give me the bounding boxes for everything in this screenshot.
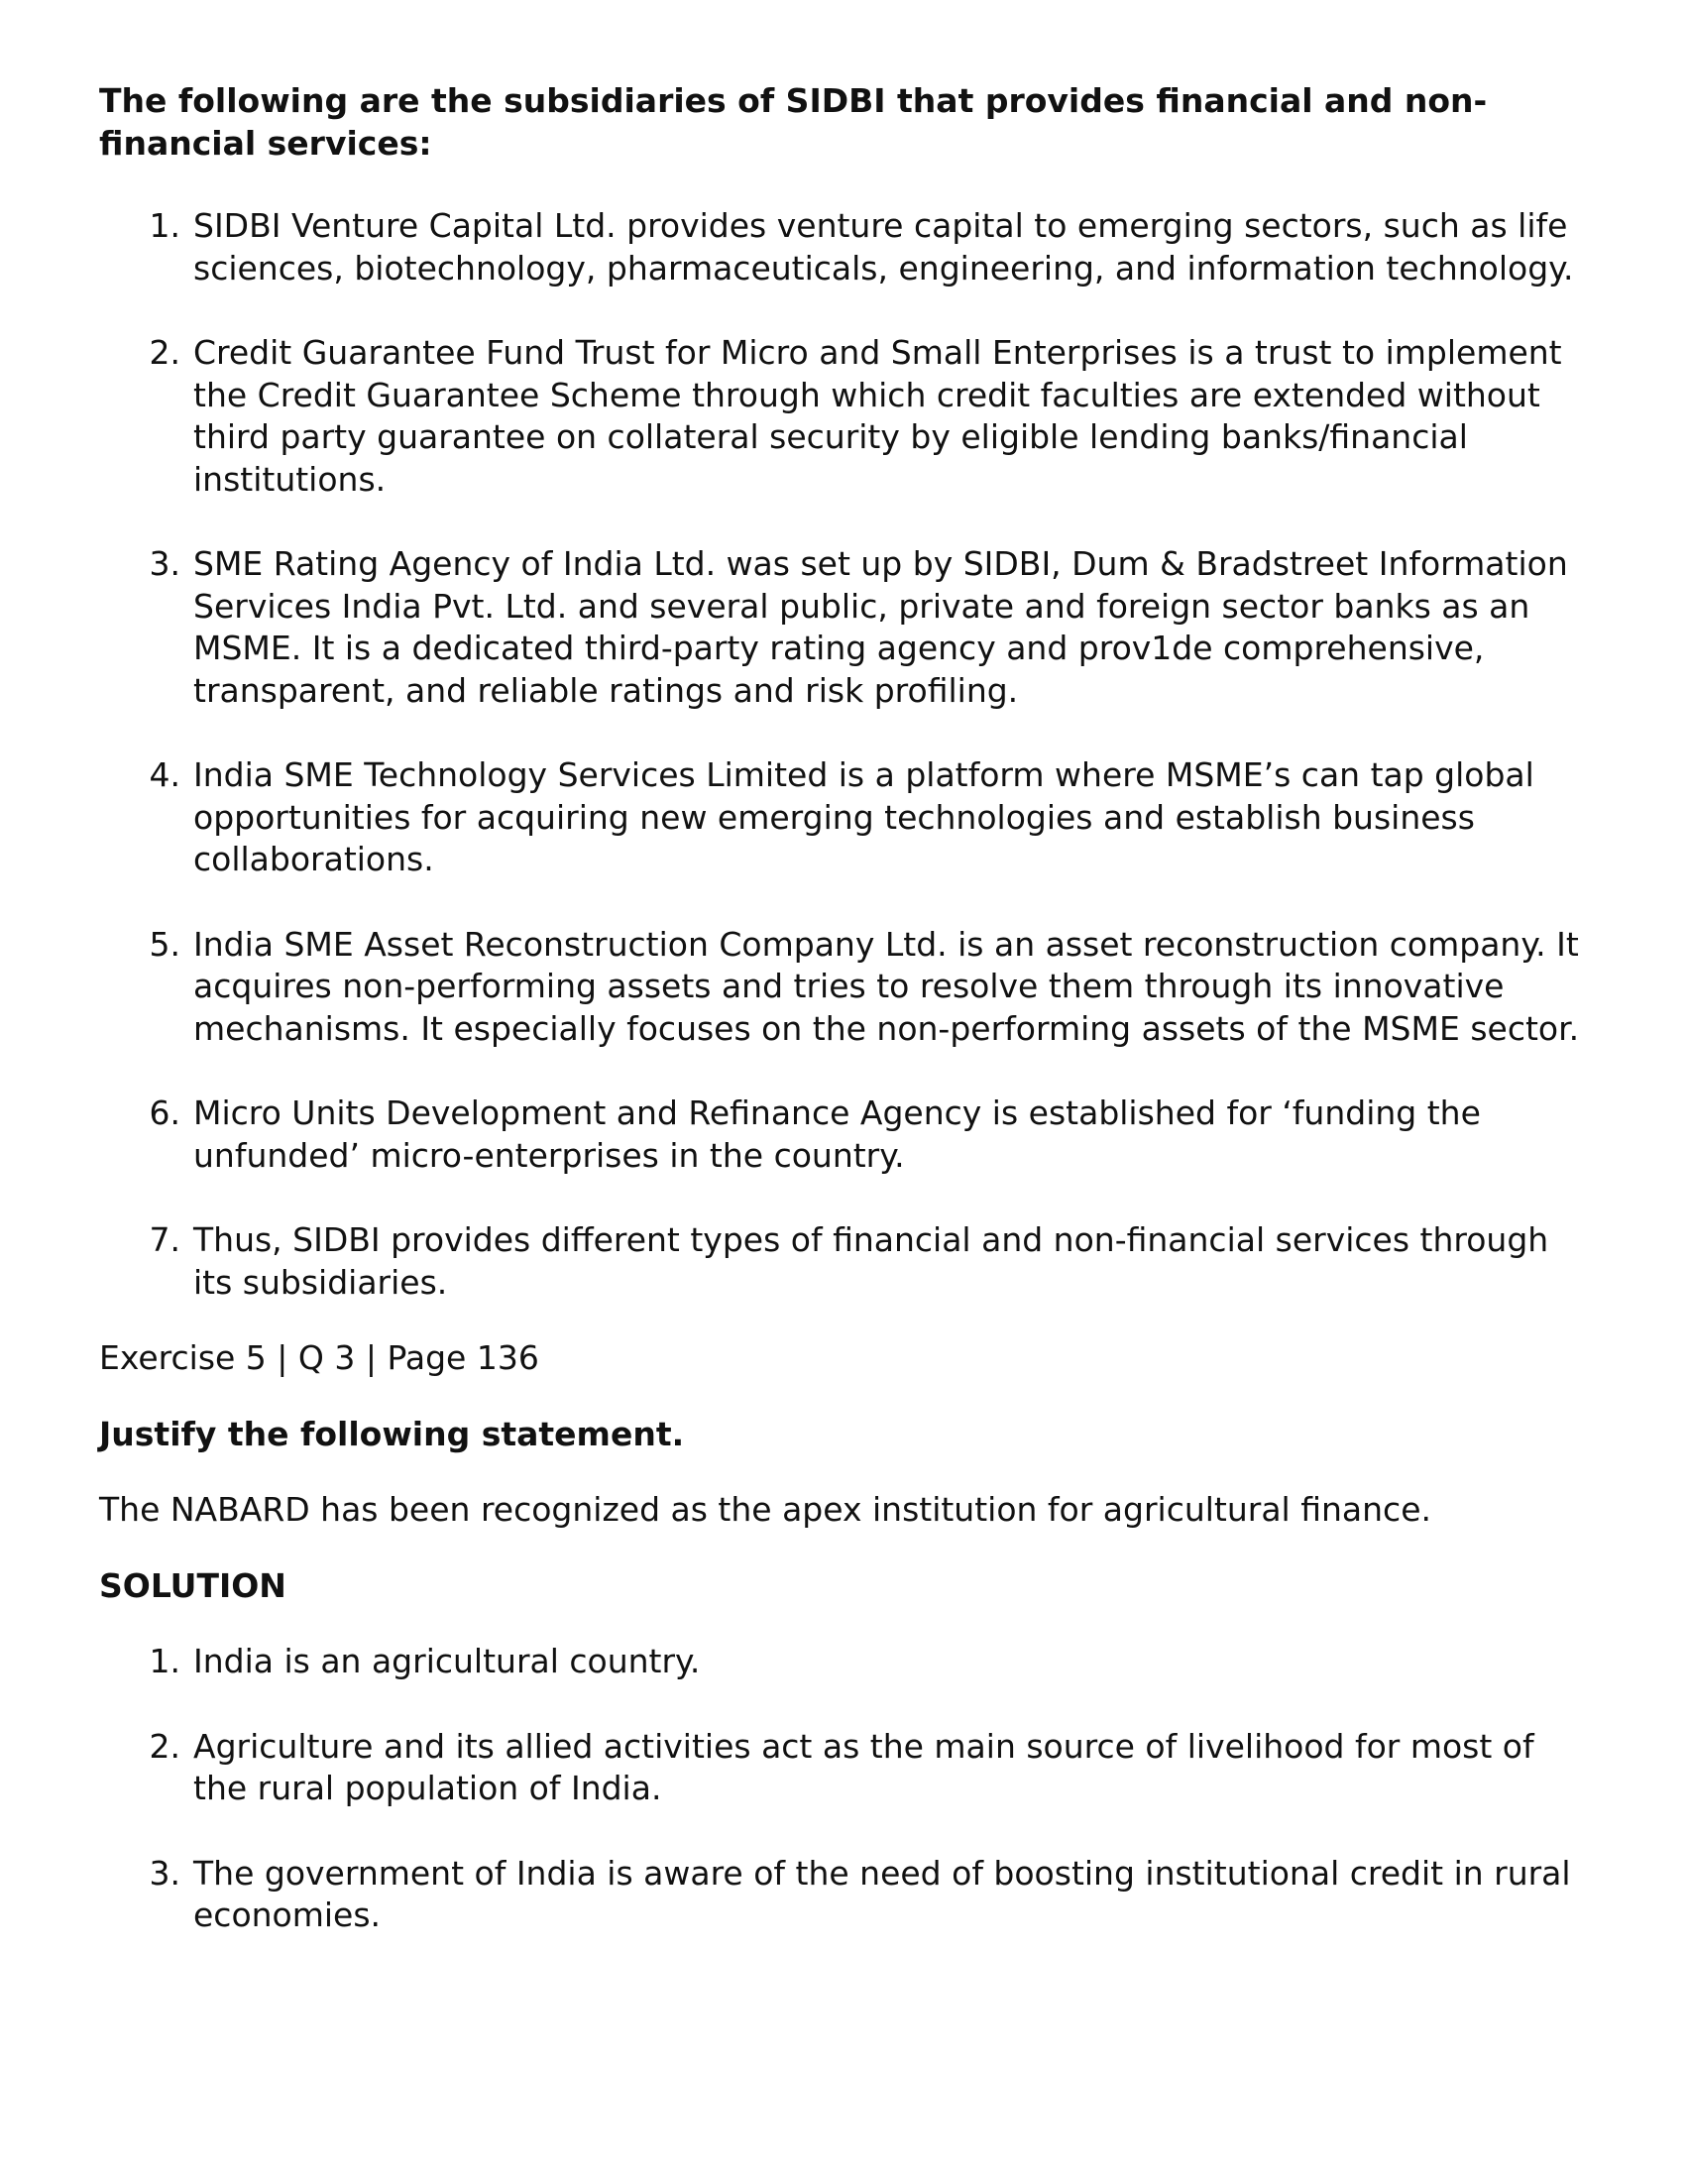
list-item-text: Agriculture and its allied activities act as the main source of livelihood for most of the rural population of India. — [193, 1726, 1534, 1807]
list-item — [99, 543, 1596, 712]
list-item-number: 1. — [149, 1642, 180, 1680]
list-item-text: SME Rating Agency of India Ltd. was set up by SIDBI, Dum & Bradstreet Information Services India Pvt. Ltd. and several public, private and foreign sector banks as an MSME. It is a dedicated third-party rating agency and prov1de comprehensive, transparent, and reliable ratings and risk profiling. — [193, 544, 1568, 710]
list-item — [99, 332, 1596, 501]
list-item — [99, 205, 1596, 289]
list-item-text: India is an agricultural country. — [193, 1642, 701, 1680]
solution-list — [99, 1641, 1596, 1937]
list-item-number: 6. — [149, 1093, 180, 1132]
list-item-text: The government of India is aware of the need of boosting institutional credit in rural economies. — [193, 1853, 1571, 1934]
list-item — [99, 754, 1596, 881]
list-item-text: Thus, SIDBI provides different types of financial and non-financial services through its subsidiaries. — [193, 1220, 1549, 1302]
list-item — [99, 1219, 1596, 1304]
list-item-number: 1. — [149, 206, 180, 245]
subsidiaries-heading: The following are the subsidiaries of SIDBI that provides financial and non-financial services: — [99, 81, 1488, 163]
list-item — [99, 1641, 1596, 1683]
list-item-text: India SME Asset Reconstruction Company Ltd. is an asset reconstruction company. It acquires non-performing assets and tries to resolve them through its innovative mechanisms. It especially focuses on the non-performing assets of the MSME sector. — [193, 924, 1580, 1048]
document-page — [99, 80, 1596, 1937]
list-item-number: 2. — [149, 333, 180, 372]
list-item-text: Credit Guarantee Fund Trust for Micro and Small Enterprises is a trust to implement the Credit Guarantee Scheme through which credit faculties are extended without third party guarantee on collateral security by eligible lending banks/financial institutions. — [193, 333, 1562, 499]
list-item-text: India SME Technology Services Limited is a platform where MSME’s can tap global opportunities for acquiring new emerging technologies and establish business collaborations. — [193, 755, 1534, 878]
list-item-number: 2. — [149, 1726, 180, 1766]
solution-heading: SOLUTION — [99, 1565, 286, 1605]
list-item — [99, 924, 1596, 1051]
list-item — [99, 1726, 1596, 1810]
list-item-number: 3. — [149, 1853, 180, 1893]
list-item-number: 7. — [149, 1220, 180, 1259]
list-item-text: Micro Units Development and Refinance Agency is established for ‘funding the unfunded’ micro-enterprises in the country. — [193, 1093, 1481, 1175]
list-item-number: 4. — [149, 755, 180, 794]
question-heading: Justify the following statement. — [99, 1414, 685, 1453]
exercise-reference: Exercise 5 | Q 3 | Page 136 — [99, 1338, 539, 1377]
question-statement: The NABARD has been recognized as the apex institution for agricultural finance. — [99, 1490, 1431, 1529]
list-item-text: SIDBI Venture Capital Ltd. provides venture capital to emerging sectors, such as life sciences, biotechnology, pharmaceuticals, engineering, and information technology. — [193, 206, 1574, 287]
subsidiaries-list — [99, 205, 1596, 1304]
list-item-number: 3. — [149, 544, 180, 583]
list-item-number: 5. — [149, 924, 180, 964]
list-item — [99, 1853, 1596, 1937]
list-item — [99, 1092, 1596, 1177]
